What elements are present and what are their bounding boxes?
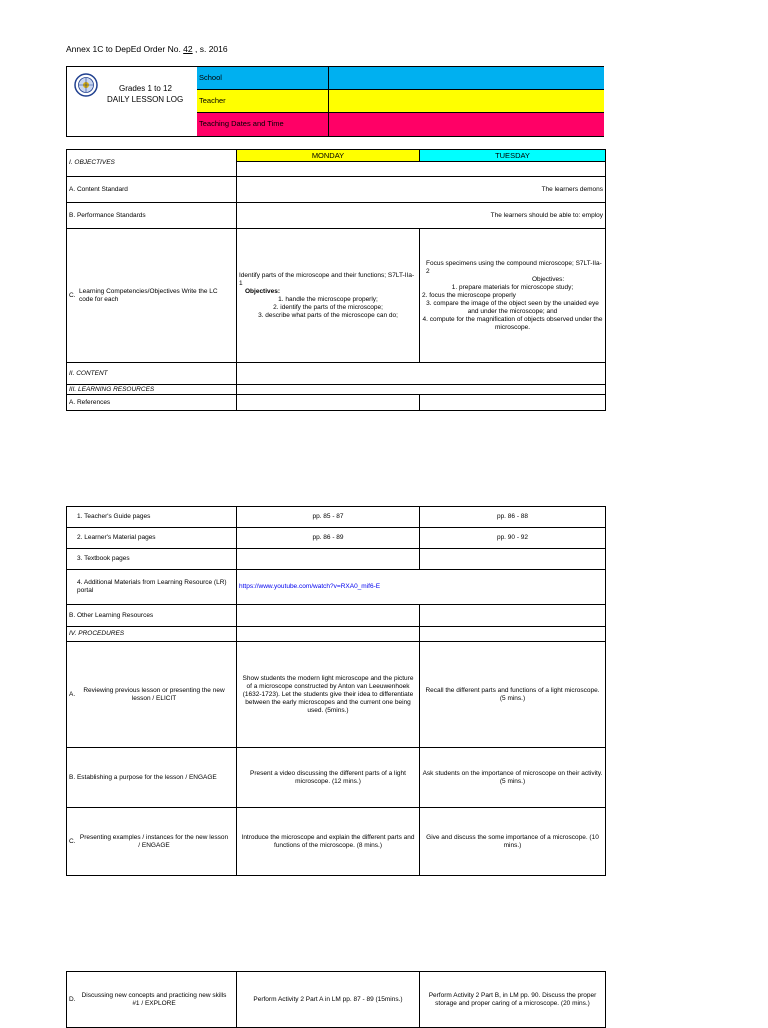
procedure-b-monday: Present a video discussing the different parts of a light microscope. (12 mins.) [237,748,420,808]
competencies-label: Learning Competencies/Objectives Write the LC code for each [79,287,218,303]
procedure-a-label: Reviewing previous lesson or presenting the new lesson / ELICIT [83,686,225,702]
content-heading: II. CONTENT [67,363,237,385]
procedure-b-label: B. Establishing a purpose for the lesson / ENGAGE [67,748,237,808]
tuesday-competencies [420,229,606,363]
competencies-row [67,229,606,363]
resources-table [66,506,606,876]
procedures-monday [237,627,420,642]
other-resources-row [67,605,606,627]
teaching-dates-label: Teaching Dates and Time [197,113,329,136]
teachers-guide-row [67,507,606,528]
annex-prefix: Annex 1C to DepEd Order No. [66,44,184,54]
procedure-b-tuesday: Ask students on the importance of microscope on their activity. (5 mins.) [420,748,606,808]
annex-line [66,44,228,54]
tuesday-objectives-heading: Objectives: [532,275,565,283]
monday-objectives-heading: Objectives: [245,287,281,295]
school-band [197,67,604,90]
resources-row [67,385,606,395]
procedures-tuesday [420,627,606,642]
header-title-cell [67,67,198,136]
procedure-d-table [66,971,606,1028]
competencies-letter: C. [69,291,76,299]
deped-seal-icon [74,73,98,97]
tuesday-comp-line1: Focus specimens using the compound microscope; S7LT-IIa-2 [426,259,602,275]
annex-suffix: , s. 2016 [192,44,228,54]
day-header-row [67,150,606,162]
textbook-row [67,549,606,570]
procedure-d-tuesday: Perform Activity 2 Part B, in LM pp. 90. Discuss the proper storage and proper caring of a microscope. (20 mins.) [420,972,606,1028]
procedure-d-label: Discussing new concepts and practicing new skills #1 / EXPLORE [81,991,227,1007]
content-blank [237,363,606,385]
learners-material-label: 2. Learner's Material pages [67,528,237,549]
tuesday-objective-1: 1. prepare materials for microscope study; [451,283,574,291]
procedure-c-label-cell [67,808,237,876]
teaching-dates-band [197,113,604,136]
performance-label: B. Performance Standards [67,203,237,229]
references-label: A. References [67,395,237,411]
monday-header: MONDAY [237,150,420,162]
textbook-label: 3. Textbook pages [67,549,237,570]
procedure-d-label-cell [67,972,237,1028]
references-row [67,395,606,411]
competencies-label-cell [67,229,237,363]
resources-blank [237,385,606,395]
learners-material-monday: pp. 86 - 89 [237,528,420,549]
tuesday-header: TUESDAY [420,150,606,162]
school-label: School [197,67,329,89]
procedure-d-monday: Perform Activity 2 Part A in LM pp. 87 - 89 (15mins.) [237,972,420,1028]
tuesday-objective-4: 4. compute for the magnification of objects observed under the microscope. [422,315,603,331]
objectives-heading: I. OBJECTIVES [67,150,237,177]
teacher-label: Teacher [197,90,329,112]
teachers-guide-monday: pp. 85 - 87 [237,507,420,528]
references-monday [237,395,420,411]
learners-material-row [67,528,606,549]
procedure-a-row [67,642,606,748]
content-row [67,363,606,385]
other-resources-label: B. Other Learning Resources [67,605,237,627]
content-standard-label: A. Content Standard [67,177,237,203]
objectives-table [66,149,606,411]
monday-comp-line1: Identify parts of the microscope and their functions; S7LT-IIa-1 [239,271,415,287]
other-resources-monday [237,605,420,627]
grades-label: Grades 1 to 12 [119,84,172,93]
procedure-c-monday: Introduce the microscope and explain the different parts and functions of the microscope. (8 mins.) [237,808,420,876]
procedures-heading: IV. PROCEDURES [67,627,237,642]
textbook-tuesday [420,549,606,570]
header-block [66,66,604,137]
textbook-monday [237,549,420,570]
content-standard-row [67,177,606,203]
monday-competencies [237,229,420,363]
objectives-blank [237,162,606,177]
teachers-guide-label: 1. Teacher's Guide pages [67,507,237,528]
procedure-c-row [67,808,606,876]
procedures-row [67,627,606,642]
tuesday-objective-2: 2. focus the microscope properly [422,291,516,299]
procedure-a-monday: Show students the modern light microscope and the picture of a microscope constructed by Anton van Leeuwenhoek (1632-1723). Let the students give their idea to differentiate between the early microscopes and the current one being used. (5mins.) [237,642,420,748]
content-standard-value: The learners demons [237,177,606,203]
teachers-guide-tuesday: pp. 86 - 88 [420,507,606,528]
procedure-d-row [67,972,606,1028]
procedure-a-tuesday: Recall the different parts and functions of a light microscope. (5 mins.) [420,642,606,748]
teacher-band [197,90,604,113]
references-tuesday [420,395,606,411]
other-resources-tuesday [420,605,606,627]
procedure-a-letter: A. [69,690,76,698]
procedure-c-label: Presenting examples / instances for the new lesson / ENGAGE [79,833,229,849]
additional-materials-link[interactable]: https://www.youtube.com/watch?v=RXA0_mif6-E [237,570,606,605]
annex-number: 42 [183,44,193,54]
procedure-c-letter: C. [69,837,76,845]
monday-objective-2: 2. identify the parts of the microscope; [273,303,383,311]
tuesday-objective-3: 3. compare the image of the object seen by the unaided eye and under the microscope; and [426,299,599,315]
monday-objective-1: 1. handle the microscope properly; [278,295,378,303]
learning-resources-heading: III. LEARNING RESOURCES [67,385,237,395]
additional-materials-label: 4. Additional Materials from Learning Resource (LR) portal [67,570,237,605]
procedure-b-row [67,748,606,808]
learners-material-tuesday: pp. 90 - 92 [420,528,606,549]
performance-value: The learners should be able to: employ [237,203,606,229]
daily-lesson-log-title: DAILY LESSON LOG [107,95,184,104]
performance-row [67,203,606,229]
procedure-a-label-cell [67,642,237,748]
procedure-d-letter: D. [69,995,76,1003]
monday-objective-3: 3. describe what parts of the microscope can do; [258,311,398,319]
additional-materials-row [67,570,606,605]
procedure-c-tuesday: Give and discuss the some importance of a microscope. (10 mins.) [420,808,606,876]
